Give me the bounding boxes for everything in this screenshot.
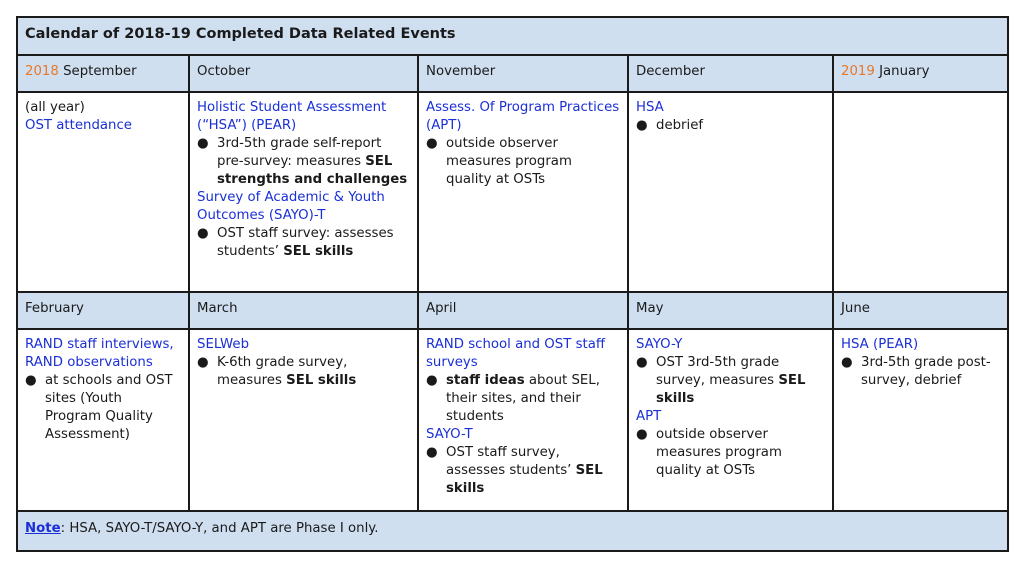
sayo-y-link[interactable]: SAYO-Y: [636, 337, 683, 352]
cell-january: [833, 92, 1008, 292]
list-item: ● OST 3rd-5th grade survey, measures SEL skills: [636, 355, 806, 406]
list-item: ● 3rd-5th grade post-survey, debrief: [841, 355, 991, 388]
bullet-icon: ●: [197, 355, 209, 370]
note: [17, 511, 1008, 551]
month-header-october: October: [189, 55, 418, 92]
list-item: ● K-6th grade survey, measures SEL skills: [197, 355, 357, 388]
cell-december: [628, 92, 833, 292]
list-item: ● OST staff survey: assesses students’ SEL skills: [197, 226, 394, 259]
bullet-icon: ●: [426, 373, 438, 388]
list-item: ● staff ideas about SEL, their sites, and their students: [426, 373, 600, 424]
list-item: ● at schools and OST sites (Youth Program Quality Assessment): [25, 373, 173, 442]
note-text: : HSA, SAYO-T/SAYO-Y, and APT are Phase I only.: [60, 521, 379, 536]
month-header-february: February: [17, 292, 189, 329]
ost-attendance-link[interactable]: OST attendance: [25, 118, 132, 133]
bullet-icon: ●: [636, 427, 648, 442]
table-title: Calendar of 2018-19 Completed Data Related Events: [17, 17, 1008, 55]
all-year-label: (all year): [25, 100, 85, 115]
month-header-november: November: [418, 55, 628, 92]
events-row-2: [17, 329, 1008, 511]
cell-september: [17, 92, 189, 292]
list-item: ● 3rd-5th grade self-report pre-survey: measures SEL strengths and challenges: [197, 136, 408, 187]
cell-june: [833, 329, 1008, 511]
list-item: ● OST staff survey, assesses students’ SEL skills: [426, 445, 603, 496]
bullet-icon: ●: [25, 373, 37, 388]
bullet-icon: ●: [426, 136, 438, 151]
bullet-icon: ●: [636, 118, 648, 133]
month-header-may: May: [628, 292, 833, 329]
cell-april: [418, 329, 628, 511]
title-row: [17, 17, 1008, 55]
selweb-link[interactable]: SELWeb: [197, 337, 250, 352]
cell-november: [418, 92, 628, 292]
rand-surveys-link[interactable]: RAND school and OST staff surveys: [426, 337, 606, 370]
list-item: ● outside observer measures program quality at OSTs: [426, 136, 572, 187]
note-link[interactable]: Note: [25, 521, 61, 536]
note-row: [17, 511, 1008, 551]
bullet-icon: ●: [841, 355, 853, 370]
cell-may: [628, 329, 833, 511]
month-header-september: 2018 September: [17, 55, 189, 92]
bullet-icon: ●: [426, 445, 438, 460]
hsa-pear-link[interactable]: Holistic Student Assessment (“HSA”) (PEAR): [197, 100, 387, 133]
cell-february: [17, 329, 189, 511]
list-item: ● outside observer measures program quality at OSTs: [636, 427, 782, 478]
hsa-link[interactable]: HSA: [636, 100, 664, 115]
month-header-december: December: [628, 55, 833, 92]
hsa-pear-link[interactable]: HSA (PEAR): [841, 337, 919, 352]
month-header-march: March: [189, 292, 418, 329]
month-header-january: 2019 January: [833, 55, 1008, 92]
month-header-june: June: [833, 292, 1008, 329]
bullet-icon: ●: [636, 355, 648, 370]
apt-link[interactable]: APT: [636, 409, 662, 424]
calendar-table: [16, 16, 1009, 552]
sayo-t-link[interactable]: Survey of Academic & Youth Outcomes (SAYO)-T: [197, 190, 385, 223]
cell-march: [189, 329, 418, 511]
sayo-t-link[interactable]: SAYO-T: [426, 427, 473, 442]
month-header-april: April: [418, 292, 628, 329]
list-item: ● debrief: [636, 118, 704, 133]
month-header-row-1: [17, 55, 1008, 92]
cell-october: [189, 92, 418, 292]
month-header-row-2: [17, 292, 1008, 329]
bullet-icon: ●: [197, 226, 209, 241]
bullet-icon: ●: [197, 136, 209, 151]
rand-interviews-link[interactable]: RAND staff interviews, RAND observations: [25, 337, 174, 370]
apt-link[interactable]: Assess. Of Program Practices (APT): [426, 100, 620, 133]
events-row-1: [17, 92, 1008, 292]
